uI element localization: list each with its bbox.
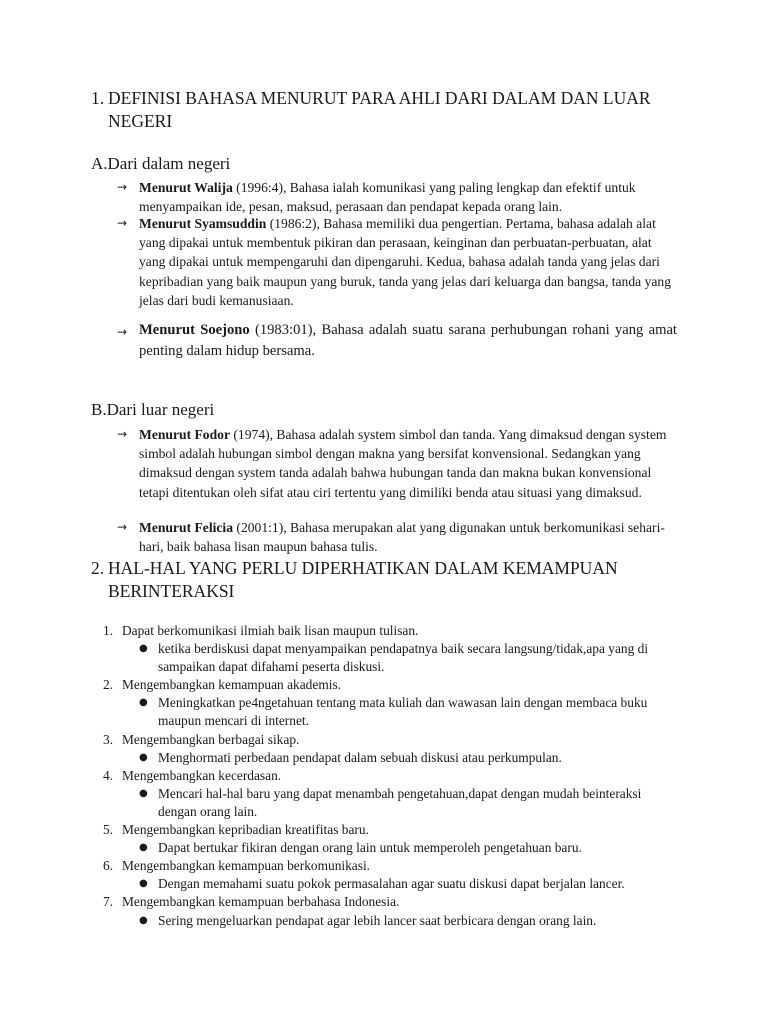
bullet-icon: ● bbox=[139, 643, 148, 655]
arrow-icon: → bbox=[117, 180, 128, 194]
list-item bbox=[103, 857, 683, 893]
bullet-icon: ● bbox=[139, 787, 148, 799]
expert-name: Menurut Felicia bbox=[139, 520, 234, 535]
list-item bbox=[103, 622, 683, 676]
list-number: 6. bbox=[103, 858, 114, 874]
sub-bullet-text: Dengan memahami suatu pokok permasalahan agar suatu diskusi dapat berjalan lancer. bbox=[158, 876, 625, 892]
definition-text: (1996:4), Bahasa ialah komunikasi yang paling lengkap dan efektif untuk menyampaikan ide, pesan, maksud, perasaan dan pendapat kepada orang lain. bbox=[139, 180, 636, 215]
section-number: 1. bbox=[91, 88, 105, 108]
expert-name: Menurut Walija bbox=[139, 180, 233, 195]
section-2-heading bbox=[91, 557, 708, 603]
list-number: 5. bbox=[103, 822, 114, 838]
numbered-list bbox=[103, 622, 683, 930]
list-number: 2. bbox=[103, 677, 114, 693]
definition-entry bbox=[117, 425, 677, 502]
definition-text: (1983:01), Bahasa adalah suatu sarana perhubungan rohani yang amat penting dalam hidup bersama. bbox=[139, 322, 677, 359]
arrow-icon: → bbox=[117, 325, 128, 339]
list-number: 7. bbox=[103, 894, 114, 910]
list-number: 4. bbox=[103, 767, 114, 783]
sub-bullet bbox=[139, 839, 683, 857]
list-item-text: Mengembangkan berbagai sikap. bbox=[122, 731, 300, 747]
arrow-icon: → bbox=[117, 520, 128, 534]
subheading-a: A.Dari dalam negeri bbox=[91, 154, 231, 173]
definition-text: (2001:1), Bahasa merupakan alat yang digunakan untuk berkomunikasi sehari-hari, baik bahasa lisan maupun bahasa tulis. bbox=[139, 520, 665, 555]
section-1-heading bbox=[91, 87, 708, 133]
list-item-text: Mengembangkan kepribadian kreatifitas baru. bbox=[122, 822, 369, 838]
list-number: 1. bbox=[103, 623, 114, 638]
sub-bullet bbox=[139, 640, 683, 676]
definition-entry bbox=[117, 518, 677, 556]
arrow-icon: → bbox=[117, 427, 128, 441]
definition-text: (1974), Bahasa adalah system simbol dan tanda. Yang dimaksud dengan system simbol adalah hubungan simbol dengan makna yang bersifat konvensional. Sedangkan yang dimaksud dengan system tanda adalah bahwa hubungan tanda dan makna bukan konvensional tetapi ditentukan oleh sifat atau ciri tertentu yang dimiliki benda atau situasi yang dimaksud. bbox=[139, 427, 667, 500]
bullet-icon: ● bbox=[139, 697, 148, 709]
subheading-b: B.Dari luar negeri bbox=[91, 400, 215, 419]
list-item bbox=[103, 767, 683, 821]
list-item-text: Mengembangkan kemampuan akademis. bbox=[122, 677, 342, 693]
list-item-text: Mengembangkan kemampuan berbahasa Indonesia. bbox=[122, 894, 400, 910]
section-title-line: NEGERI bbox=[108, 111, 173, 131]
sub-bullet bbox=[139, 785, 683, 821]
list-item bbox=[103, 731, 683, 767]
sub-bullet bbox=[139, 749, 683, 767]
expert-name: Menurut Soejono bbox=[139, 322, 250, 338]
sub-bullet-text: Sering mengeluarkan pendapat agar lebih lancer saat berbicara dengan orang lain. bbox=[158, 912, 597, 928]
bullet-icon: ● bbox=[139, 914, 148, 926]
definition-entry bbox=[117, 320, 677, 362]
section-number: 2. bbox=[91, 558, 105, 578]
section-title-line: HAL-HAL YANG PERLU DIPERHATIKAN DALAM KEMAMPUAN bbox=[108, 558, 618, 578]
sub-bullet-text: Dapat bertukar fikiran dengan orang lain untuk memperoleh pengetahuan baru. bbox=[158, 840, 582, 856]
list-item-text: Mengembangkan kecerdasan. bbox=[122, 767, 282, 783]
expert-name: Menurut Syamsuddin bbox=[139, 216, 267, 231]
bullet-icon: ● bbox=[139, 878, 148, 890]
sub-bullet bbox=[139, 694, 683, 730]
definition-entry bbox=[117, 214, 677, 310]
list-item-text: Mengembangkan kemampuan berkomunikasi. bbox=[122, 858, 371, 874]
list-item-text: Dapat berkomunikasi ilmiah baik lisan maupun tulisan. bbox=[122, 623, 419, 638]
list-item bbox=[103, 893, 683, 929]
section-title-line: DEFINISI BAHASA MENURUT PARA AHLI DARI DALAM DAN LUAR bbox=[108, 88, 651, 108]
definition-text: (1986:2), Bahasa memiliki dua pengertian. Pertama, bahasa adalah alat yang dipakai untuk membentuk pikiran dan perasaan, keinginan dan perbuatan-perbuatan, alat yang dipakai untuk mempengaruhi dan dipengaruhi. Kedua, bahasa adalah tanda yang jelas dari kepribadian yang baik maupun yang buruk, tanda yang jelas dari keluarga dan bangsa, tanda yang jelas dari budi kemanusiaan. bbox=[139, 216, 671, 308]
arrow-icon: → bbox=[117, 216, 128, 230]
bullet-icon: ● bbox=[139, 751, 148, 763]
sub-bullet bbox=[139, 875, 683, 893]
sub-bullet-text: Meningkatkan pe4ngetahuan tentang mata kuliah dan wawasan lain dengan membaca buku maupun mencari di internet. bbox=[158, 695, 648, 729]
list-number: 3. bbox=[103, 731, 114, 747]
bullet-icon: ● bbox=[139, 842, 148, 854]
list-item bbox=[103, 676, 683, 730]
sub-bullet-text: Mencari hal-hal baru yang dapat menambah pengetahuan,dapat dengan mudah beinteraksi dengan orang lain. bbox=[158, 785, 642, 819]
sub-bullet-text: ketika berdiskusi dapat menyampaikan pendapatnya baik secara langsung/tidak,apa yang di sampaikan dapat difahami peserta diskusi. bbox=[158, 641, 649, 675]
section-title-line: BERINTERAKSI bbox=[108, 581, 235, 601]
sub-bullet bbox=[139, 912, 683, 930]
definition-entry bbox=[117, 178, 677, 216]
expert-name: Menurut Fodor bbox=[139, 427, 230, 442]
sub-bullet-text: Menghormati perbedaan pendapat dalam sebuah diskusi atau perkumpulan. bbox=[158, 749, 562, 765]
list-item bbox=[103, 821, 683, 857]
